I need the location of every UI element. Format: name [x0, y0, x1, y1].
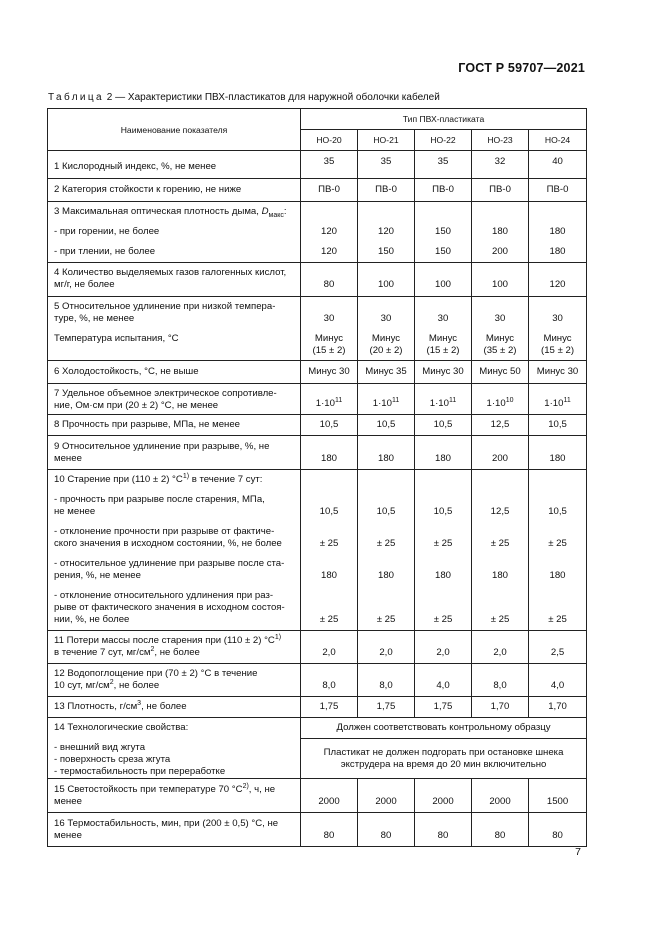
- table-caption: [48, 92, 440, 103]
- table-row: [48, 361, 587, 384]
- value-cell: 35: [415, 151, 472, 179]
- table-row: [48, 779, 587, 813]
- value-cell: 1,75: [358, 697, 415, 718]
- value-cell: 1500: [529, 779, 587, 813]
- value-cell: 180 200: [472, 202, 529, 263]
- table-row: [48, 436, 587, 470]
- value-cell: 12,5: [472, 415, 529, 436]
- value-cell: 2,0: [301, 631, 358, 664]
- value-cell: 30 Минус (15 ± 2): [415, 297, 472, 361]
- table-row: [48, 384, 587, 415]
- table-row: [48, 697, 587, 718]
- table-row: [48, 151, 587, 179]
- value-cell: 10,5: [358, 415, 415, 436]
- value-cell: Минус 35: [358, 361, 415, 384]
- value-cell: 80: [472, 813, 529, 847]
- value-cell: Минус 30: [529, 361, 587, 384]
- value-cell: 10,5 ± 25 180 ± 25: [415, 470, 472, 631]
- table-row: [48, 631, 587, 664]
- value-cell: 1,70: [472, 697, 529, 718]
- value-cell: 2,0: [472, 631, 529, 664]
- value-cell: 180: [529, 436, 587, 470]
- value-cell: 8,0: [301, 664, 358, 697]
- value-cell: 200: [472, 436, 529, 470]
- page-number: 7: [575, 846, 581, 858]
- value-cell: 35: [358, 151, 415, 179]
- row-label: 6 Холодостойкость, °С, не выше: [48, 361, 301, 384]
- row-label: 9 Относительное удлинение при разрыве, %, не менее: [48, 436, 301, 470]
- value-cell: 4,0: [415, 664, 472, 697]
- value-cell: 12,5 ± 25 180 ± 25: [472, 470, 529, 631]
- row-label: 10 Старение при (110 ± 2) $^\circ С^{1)}$ в течение 7 сут: - прочность при разрыве после старения, МПа, не менее - отклонение прочности при разрыве от фактиче- ского значения в исходном состоянии, %, не более - относительное удлинение при разрыве после ста- рения, %, не менее - отклонение относительного удлинения при раз- рыве от фактического значения в исходном состоя- нии, %, не более: [48, 470, 301, 631]
- row-label: 5 Относительное удлинение при низкой темпера- туре, %, не менее Температура испытания, °С: [48, 297, 301, 361]
- value-cell: 40: [529, 151, 587, 179]
- value-cell: 80: [358, 813, 415, 847]
- value-cell: Минус 50: [472, 361, 529, 384]
- value-cell: 2000: [301, 779, 358, 813]
- value-cell: ПВ-0: [301, 179, 358, 202]
- value-cell: 30 Минус (15 ± 2): [301, 297, 358, 361]
- table-row: [48, 263, 587, 297]
- value-cell: $1\cdot 10^{10}$: [472, 384, 529, 415]
- value-cell: 80: [301, 813, 358, 847]
- code-header: НО-24: [529, 130, 587, 151]
- value-cell: 10,5: [529, 415, 587, 436]
- row-label: 12 Водопоглощение при (70 ± 2) °С в течение 10 сут, $мг/см^2$, не более: [48, 664, 301, 697]
- value-cell: 2000: [358, 779, 415, 813]
- value-cell: 4,0: [529, 664, 587, 697]
- value-cell: 120 150: [358, 202, 415, 263]
- value-cell: 100: [415, 263, 472, 297]
- value-cell: 100: [472, 263, 529, 297]
- row-label: 2 Категория стойкости к горению, не ниже: [48, 179, 301, 202]
- row-label: 15 Светостойкость при температуре 70 $^\circ С^{2)}$, ч, не менее: [48, 779, 301, 813]
- value-cell: 30 Минус (20 ± 2): [358, 297, 415, 361]
- value-cell: ПВ-0: [415, 179, 472, 202]
- value-cell: ПВ-0: [529, 179, 587, 202]
- table-row: [48, 179, 587, 202]
- value-cell: Минус 30: [301, 361, 358, 384]
- row-label: 11 Потери массы после старения при (110 ± 2) $^\circ С^{1)}$ в течение 7 сут, $мг/см^2$, не более: [48, 631, 301, 664]
- value-cell: 10,5 ± 25 180 ± 25: [301, 470, 358, 631]
- value-cell: 1,70: [529, 697, 587, 718]
- value-cell: 80: [415, 813, 472, 847]
- code-header: НО-23: [472, 130, 529, 151]
- value-cell: 10,5 ± 25 180 ± 25: [529, 470, 587, 631]
- value-cell: 120: [529, 263, 587, 297]
- value-cell: 80: [301, 263, 358, 297]
- row-label: 3 Максимальная оптическая плотность дыма, $D_{макс}$: - при горении, не более - при тлении, не более: [48, 202, 301, 263]
- value-cell: 80: [529, 813, 587, 847]
- value-cell: 100: [358, 263, 415, 297]
- code-header: НО-21: [358, 130, 415, 151]
- value-cell: 35: [301, 151, 358, 179]
- caption-word: Таблица: [48, 92, 105, 103]
- table-row: [48, 664, 587, 697]
- value-cell: 2,5: [529, 631, 587, 664]
- table-row: [48, 470, 587, 631]
- table-row: [48, 202, 587, 263]
- value-cell: 180: [415, 436, 472, 470]
- code-header: НО-22: [415, 130, 472, 151]
- value-cell: 2000: [472, 779, 529, 813]
- value-cell: 10,5: [415, 415, 472, 436]
- value-cell: 2,0: [415, 631, 472, 664]
- value-cell: 2,0: [358, 631, 415, 664]
- code-header: НО-20: [301, 130, 358, 151]
- column-header-type: Тип ПВХ-пластиката: [301, 109, 587, 130]
- value-cell: 10,5 ± 25 180 ± 25: [358, 470, 415, 631]
- value-cell: 2000: [415, 779, 472, 813]
- table-row: [48, 415, 587, 436]
- row-label: 8 Прочность при разрыве, МПа, не менее: [48, 415, 301, 436]
- table-header-row: [48, 109, 587, 130]
- value-cell: 30 Минус (15 ± 2): [529, 297, 587, 361]
- value-cell: 1,75: [415, 697, 472, 718]
- value-cell: ПВ-0: [472, 179, 529, 202]
- row-label: 16 Термостабильность, мин, при (200 ± 0,5) °С, не менее: [48, 813, 301, 847]
- value-cell: 1,75: [301, 697, 358, 718]
- value-cell: ПВ-0: [358, 179, 415, 202]
- table-row: [48, 718, 587, 739]
- value-cell: $1\cdot 10^{11}$: [358, 384, 415, 415]
- value-cell: 120 120: [301, 202, 358, 263]
- value-cell: $1\cdot 10^{11}$: [415, 384, 472, 415]
- value-cell: 30 Минус (35 ± 2): [472, 297, 529, 361]
- value-cell: 180 180: [529, 202, 587, 263]
- merged-value-cell: Пластикат не должен подгорать при остановке шнека экструдера на время до 20 мин включительно: [301, 739, 587, 779]
- column-header-name: Наименование показателя: [48, 109, 301, 151]
- row-label: 13 Плотность, $г/см^3$, не более: [48, 697, 301, 718]
- value-cell: 32: [472, 151, 529, 179]
- value-cell: $1\cdot 10^{11}$: [301, 384, 358, 415]
- value-cell: $1\cdot 10^{11}$: [529, 384, 587, 415]
- value-cell: Минус 30: [415, 361, 472, 384]
- merged-value-cell: Должен соответствовать контрольному образцу: [301, 718, 587, 739]
- value-cell: 8,0: [472, 664, 529, 697]
- characteristics-table: [47, 108, 587, 847]
- row-label: 14 Технологические свойства: - внешний вид жгута - поверхность среза жгута - термостабильность при переработке: [48, 718, 301, 779]
- caption-text: 2 — Характеристики ПВХ-пластикатов для наружной оболочки кабелей: [104, 92, 440, 103]
- value-cell: 180: [301, 436, 358, 470]
- row-label: 7 Удельное объемное электрическое сопротивле- ние, Ом·см при (20 ± 2) °С, не менее: [48, 384, 301, 415]
- row-label: 1 Кислородный индекс, %, не менее: [48, 151, 301, 179]
- value-cell: 150 150: [415, 202, 472, 263]
- value-cell: 8,0: [358, 664, 415, 697]
- standard-code: ГОСТ Р 59707—2021: [458, 61, 585, 75]
- table-row: [48, 297, 587, 361]
- value-cell: 10,5: [301, 415, 358, 436]
- table-row: [48, 813, 587, 847]
- value-cell: 180: [358, 436, 415, 470]
- row-label: 4 Количество выделяемых газов галогенных кислот, мг/г, не более: [48, 263, 301, 297]
